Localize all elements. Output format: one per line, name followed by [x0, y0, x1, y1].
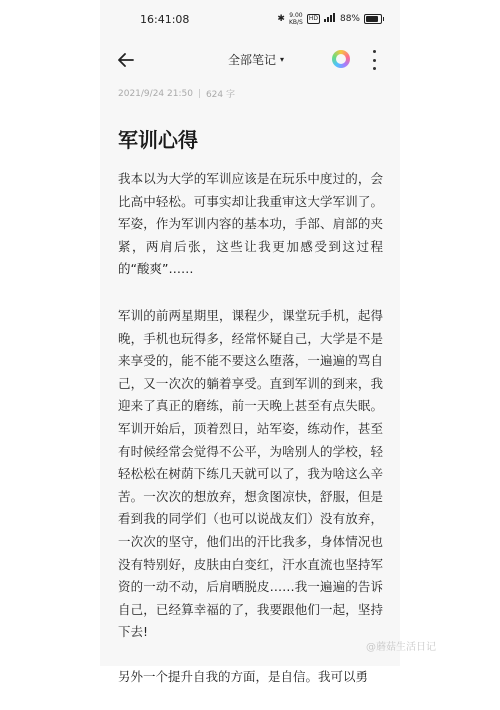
status-time: 16:41:08 — [140, 13, 190, 26]
chevron-down-icon: ▾ — [280, 55, 285, 64]
note-toolbar — [100, 38, 400, 82]
back-button[interactable] — [114, 48, 138, 72]
battery-icon — [364, 14, 384, 24]
note-meta — [118, 87, 235, 100]
watermark: @蘑菇生活日记 — [366, 642, 436, 653]
back-arrow-icon — [114, 48, 138, 72]
bluetooth-icon: ✱ — [277, 14, 285, 24]
folder-dropdown[interactable] — [228, 51, 284, 68]
hd-icon: HD — [308, 15, 318, 22]
more-options-button[interactable] — [370, 50, 378, 70]
word-count: 624 字 — [205, 90, 235, 100]
note-body[interactable] — [118, 168, 383, 710]
note-paragraph: 我本以为大学的军训应该是在玩乐中度过的，会比高中轻松。可事实却让我重审这大学军训了。军姿，作为军训内容的基本功，手部、肩部的夹紧，两肩后张，这些让我更加感受到这过程的“酸爽”…… — [118, 171, 383, 277]
status-icons — [277, 12, 384, 26]
note-date: 2021/9/24 21:50 — [118, 88, 193, 99]
network-speed: 9.00 KB/S — [288, 12, 303, 26]
status-bar — [100, 0, 400, 38]
note-title[interactable]: 军训心得 — [118, 128, 198, 152]
theme-color-button[interactable] — [332, 50, 350, 68]
more-dots-icon — [373, 50, 376, 53]
battery-percent: 88% — [339, 14, 360, 24]
meta-divider — [199, 89, 200, 98]
note-paragraph: 军训的前两星期里，课程少，课堂玩手机，起得晚，手机也玩得多，经常怀疑自己，大学是不是来享受的，能不能不要这么堕落，一遍遍的骂自己，又一次次的躺着享受。直到军训的到来，我迎来了真正的磨练，前一天晚上甚至有点失眠。军训开始后，顶着烈日，站军姿，练动作，甚至有时候经常会觉得不公平，为啥别人的学校，轻轻松松在树荫下练几天就可以了，我为啥这么辛苦。一次次的想放弃，想贪图凉快，舒服，但是看到我的同学们（也可以说战友们）没有放弃，一次次的坚守，他们出的汗比我多，身体情况也没有特别好，皮肤由白变红，汗水直流也坚持军资的一动不动，后肩晒脱皮……我一遍遍的告诉自己，已经算幸福的了，我要跟他们一起，坚持下去! — [118, 307, 383, 640]
signal-icon — [324, 13, 336, 25]
phone-screen — [100, 0, 400, 684]
folder-label: 全部笔记 — [228, 53, 277, 67]
note-paragraph: 另外一个提升自我的方面，是自信。我可以勇 — [118, 668, 369, 684]
